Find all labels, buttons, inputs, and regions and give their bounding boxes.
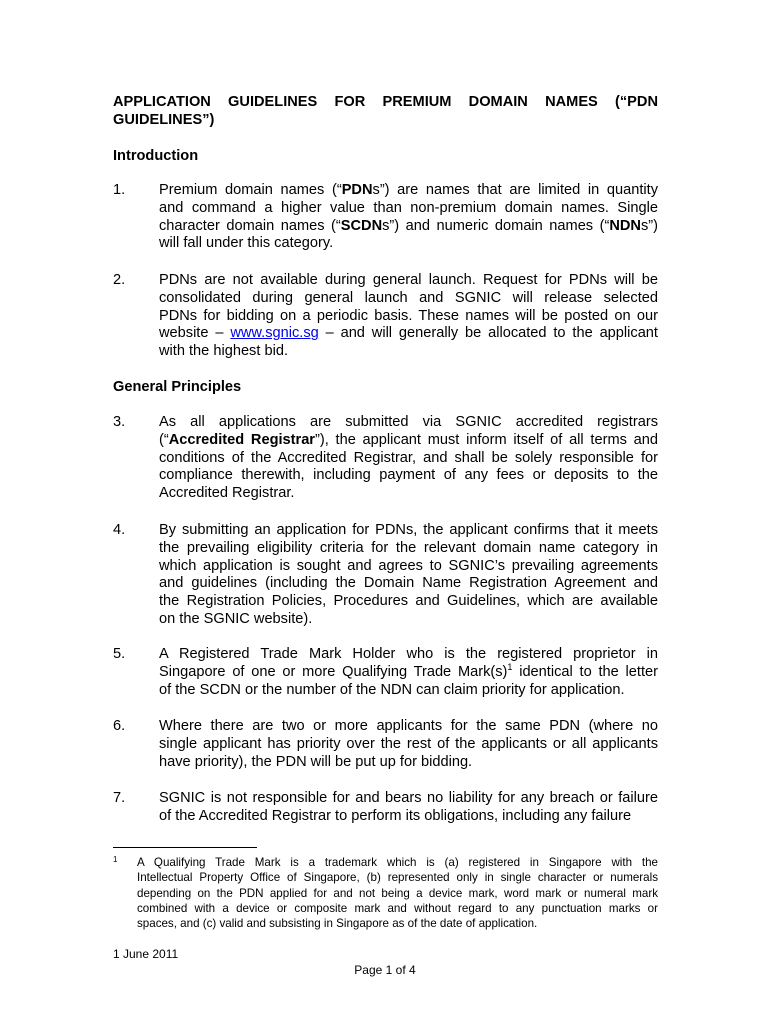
text-line: with the highest bid. — [159, 343, 288, 360]
footnote-line: depending on the PDN applied for and not being a device mark, word mark or numeral mark — [137, 886, 658, 900]
text-line: and command a higher value than non-premium domain names. Single — [159, 199, 658, 216]
sgnic-website-link[interactable]: www.sgnic.sg — [230, 325, 319, 342]
text-line: Singapore of one or more Qualifying Trade $Mark(s)^1$ identical to the letter — [159, 661, 658, 680]
text-line: will fall under this category. — [159, 235, 334, 252]
paragraph-1 — [113, 182, 658, 253]
title-line-2: GUIDELINES”) — [113, 112, 215, 128]
paragraph-7 — [113, 790, 658, 826]
paragraph-number: 5. — [113, 646, 126, 662]
footnote-line: A Qualifying Trade Mark is a trademark which is (a) registered in Singapore with the — [137, 856, 658, 869]
paragraph-text — [159, 272, 658, 361]
text-line: (“Accredited Registrar”), the applicant must inform itself of all terms and — [159, 431, 658, 448]
paragraph-number: 7. — [113, 790, 126, 806]
text-line: consolidated during general launch and SGNIC will release selected — [159, 289, 658, 306]
paragraph-number: 3. — [113, 414, 126, 430]
paragraph-5 — [113, 646, 658, 699]
paragraph-3 — [113, 414, 658, 503]
footnote-line: spaces, and (c) valid and subsisting in Singapore as of the date of application. — [137, 917, 538, 931]
paragraph-6 — [113, 718, 658, 771]
text-line: compliance therewith, including payment of any fees or deposits to the — [159, 467, 658, 484]
text-line: the prevailing eligibility criteria for the relevant domain name category in — [159, 539, 658, 556]
text-line: character domain names (“SCDNs”) and numeric domain names (“NDNs”) — [159, 217, 658, 234]
paragraph-text — [159, 414, 658, 503]
text-line: conditions of the Accredited Registrar, and shall be solely responsible for — [159, 449, 658, 466]
paragraph-number: 6. — [113, 718, 126, 734]
paragraph-text — [159, 182, 658, 253]
text-line: A Registered Trade Mark Holder who is the registered proprietor in — [159, 646, 658, 662]
text-line: of the SCDN or the number of the NDN can claim priority for application. — [159, 681, 625, 698]
document-date: 1 June 2011 — [113, 947, 179, 961]
footnote-mark: 1 — [113, 855, 118, 864]
footnote-line: combined with a device or composite mark and without regard to any punctuation marks or — [137, 901, 658, 915]
paragraph-number: 1. — [113, 182, 126, 198]
paragraph-number: 4. — [113, 522, 126, 538]
paragraph-number: 2. — [113, 272, 126, 288]
paragraph-text — [159, 718, 658, 771]
paragraph-text — [159, 646, 658, 699]
footnote — [113, 855, 658, 931]
paragraph-text — [159, 790, 658, 826]
text-line: single applicant has priority over the rest of the applicants or all applicants — [159, 735, 658, 752]
text-line: the Registration Policies, Procedures and Guidelines, which are available — [159, 593, 658, 610]
general-principles-heading: General Principles — [113, 379, 242, 395]
text-line: As all applications are submitted via SGNIC accredited registrars — [159, 414, 658, 430]
paragraph-text — [159, 522, 658, 629]
footnote-divider — [113, 847, 257, 848]
title-line-1: APPLICATION GUIDELINES FOR PREMIUM DOMAIN NAMES (“PDN — [113, 94, 658, 110]
text-line: SGNIC is not responsible for and bears no liability for any breach or failure — [159, 790, 658, 806]
document-title — [113, 93, 658, 129]
text-line: Premium domain names (“PDNs”) are names that are limited in quantity — [159, 182, 658, 198]
introduction-heading: Introduction — [113, 148, 199, 164]
text-line: Accredited Registrar. — [159, 485, 295, 502]
text-line: PDNs are not available during general launch. Request for PDNs will be — [159, 272, 658, 288]
footnote-text — [137, 855, 658, 931]
paragraph-2 — [113, 272, 658, 361]
text-line: of the Accredited Registrar to perform its obligations, including any failure — [159, 807, 632, 824]
text-line: which application is sought and agrees to SGNIC’s prevailing agreements — [159, 557, 658, 574]
text-line: Where there are two or more applicants for the same PDN (where no — [159, 718, 658, 734]
text-line: have priority), the PDN will be put up for bidding. — [159, 753, 473, 770]
text-line: website – www.sgnic.sg – and will generally be allocated to the applicant — [159, 325, 658, 342]
text-line: PDNs for bidding on a periodic basis. These names will be posted on our — [159, 307, 658, 324]
paragraph-4 — [113, 522, 658, 629]
text-line: on the SGNIC website). — [159, 610, 313, 627]
page-number: Page 1 of 4 — [354, 963, 416, 977]
text-line: and guidelines (including the Domain Name Registration Agreement and — [159, 575, 658, 592]
footnote-line: Intellectual Property Office of Singapore, (b) represented only in single character or numerals — [137, 871, 658, 885]
text-line: By submitting an application for PDNs, the applicant confirms that it meets — [159, 522, 658, 538]
